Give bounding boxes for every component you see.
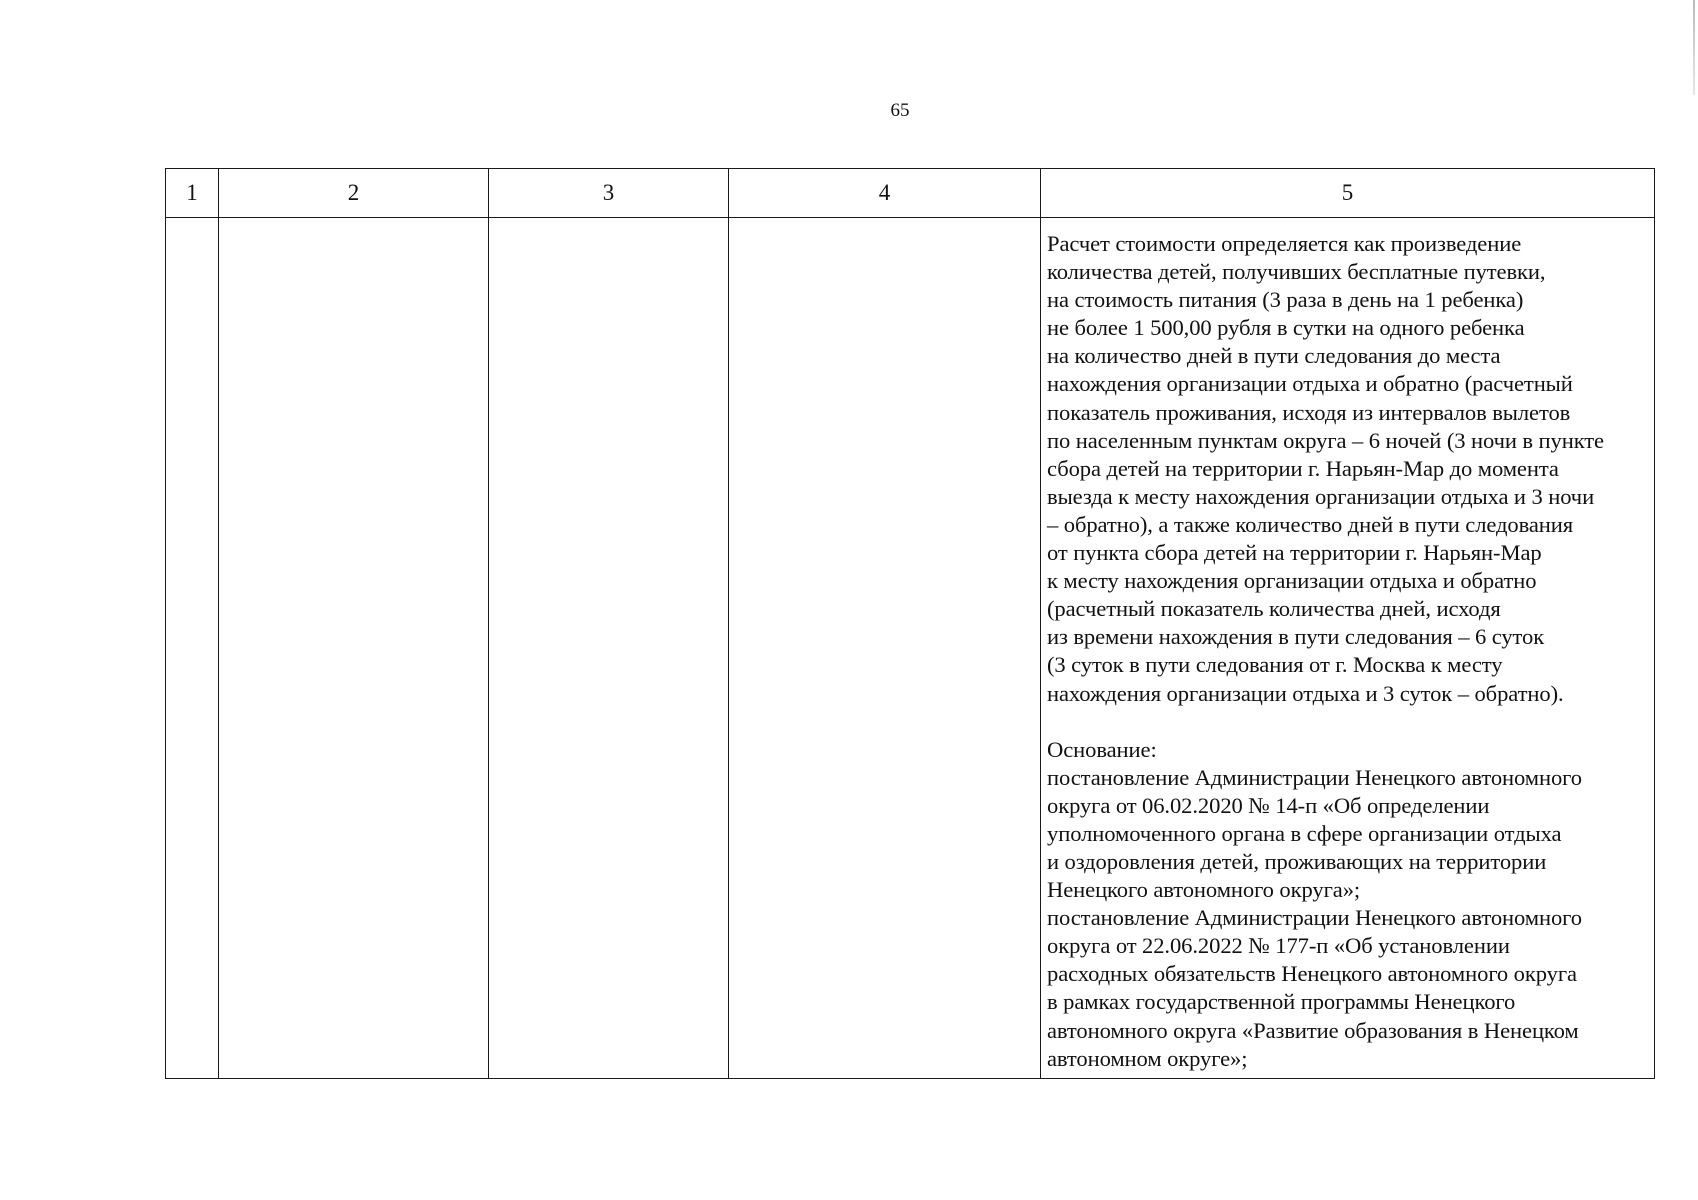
scan-edge-mark [1693,0,1695,95]
column-header-1: 1 [166,169,219,218]
table-row [166,218,1655,1079]
cell-col-1 [166,218,219,1079]
cell-col-4 [729,218,1041,1079]
column-header-3: 3 [489,169,729,218]
column-header-2: 2 [219,169,489,218]
page-number: 65 [890,100,910,121]
basis-label: Основание: [1047,736,1157,762]
cost-calculation-text: Расчет стоимости определяется как произведение количества детей, получивших бесплатные путевки, на стоимость питания (3 раза в день на 1 ребенка) не более 1 500,00 рубля в сутки на одного ребенка на количество дней в пути следования до места нахождения организации отдыха и обратно (расчетный показатель проживания, исходя из интервалов вылетов по населенным пунктам округа – 6 ночей (3 ночи в пункте сбора детей на территории г. Нарьян-Мар до момента выезда к месту нахождения организации отдыха и 3 ночи – обратно), а также количество дней в пути следования от пункта сбора детей на территории г. Нарьян-Мар к месту нахождения организации отдыха и обратно (расчетный показатель количества дней, исходя из времени нахождения в пути следования – 6 суток (3 суток в пути следования от г. Москва к месту нахождения организации отдыха и 3 суток – обратно). [1047,231,1604,706]
cell-col-3 [489,218,729,1079]
cell-col-2 [219,218,489,1079]
column-header-4: 4 [729,169,1041,218]
document-table [165,168,1655,1079]
table-header-row [166,169,1655,218]
cell-col-5 [1041,218,1655,1079]
paragraph-gap [1041,708,1654,736]
column-header-5: 5 [1041,169,1655,218]
basis-text: постановление Администрации Ненецкого автономного округа от 06.02.2020 № 14-п «Об определении уполномоченного органа в сфере организации отдыха и оздоровления детей, проживающих на территории Ненецкого автономного округа»; постановление Администрации Ненецкого автономного округа от 22.06.2022 № 177-п «Об установлении расходных обязательств Ненецкого автономного округа в рамках государственной программы Ненецкого автономного округа «Развитие образования в Ненецком автономном округе»; [1047,764,1582,1071]
